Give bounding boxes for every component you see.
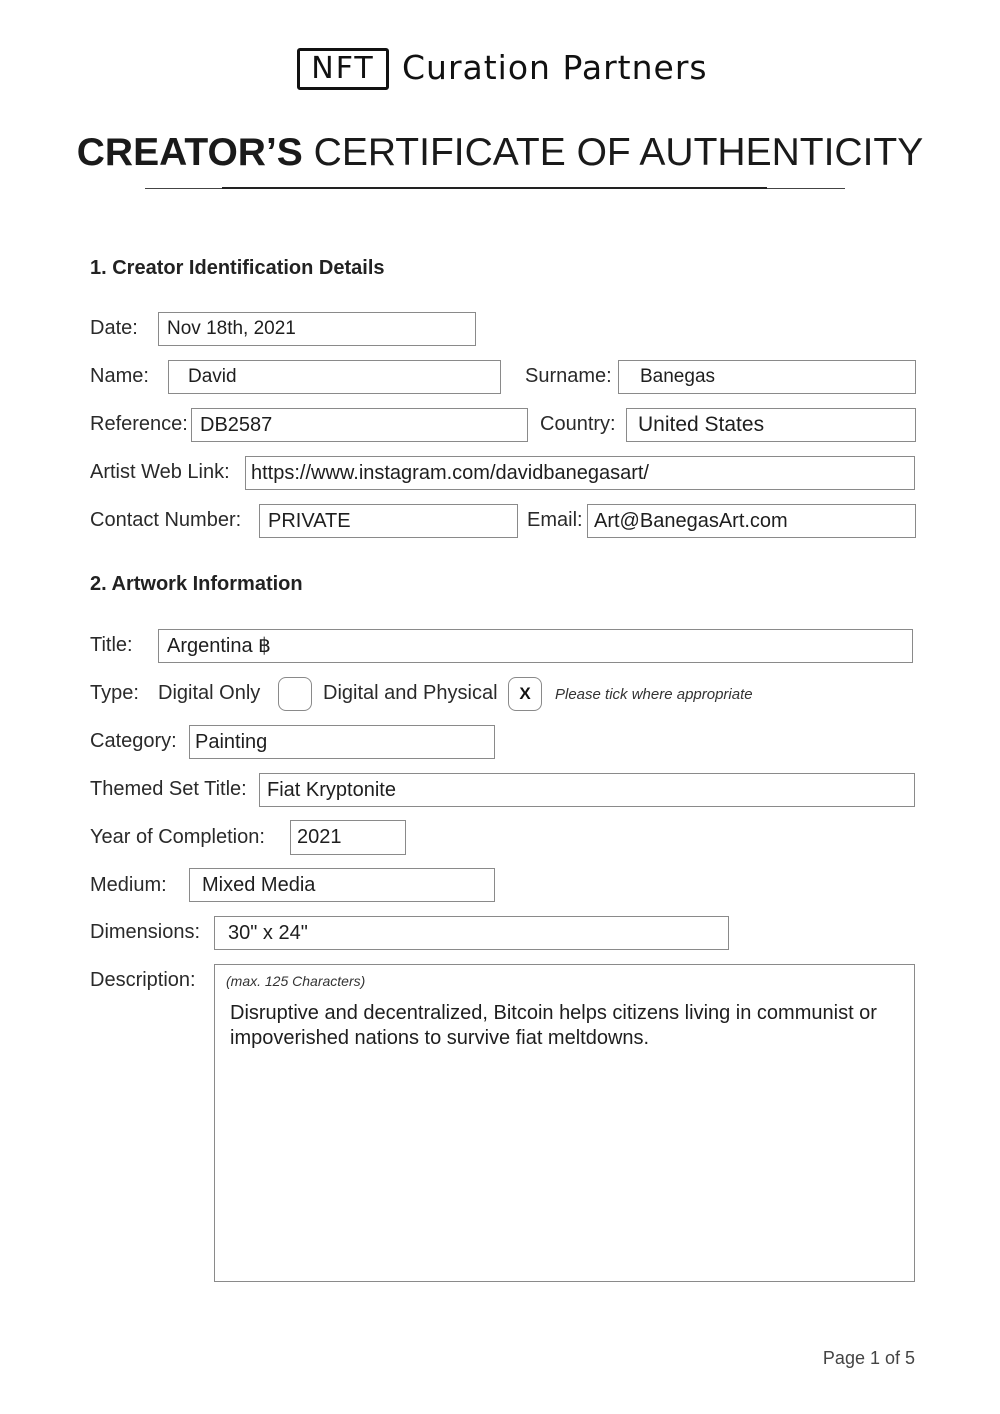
email-field[interactable]: Art@BanegasArt.com — [587, 504, 916, 538]
type-label: Type: — [90, 682, 139, 704]
page-number: Page 1 of 5 — [822, 1348, 915, 1368]
category-field[interactable]: Painting — [189, 725, 495, 759]
section-creator-heading: 1. Creator Identification Details — [90, 257, 385, 279]
surname-label: Surname: — [525, 365, 612, 387]
medium-label: Medium: — [90, 874, 167, 896]
date-label: Date: — [90, 317, 138, 339]
dimensions-field[interactable]: 30" x 24" — [214, 916, 729, 950]
weblink-label: Artist Web Link: — [90, 461, 230, 483]
themed-set-field[interactable]: Fiat Kryptonite — [259, 773, 915, 807]
name-field[interactable]: David — [168, 360, 501, 394]
country-label: Country: — [540, 413, 616, 435]
description-text: Disruptive and decentralized, Bitcoin helps citizens living in communist or impoverished nations to survive fiat meltdowns. — [230, 1002, 877, 1049]
weblink-field[interactable]: https://www.instagram.com/davidbanegasart/ — [245, 456, 915, 490]
email-label: Email: — [527, 509, 583, 531]
title-field[interactable]: Argentina ฿ — [158, 629, 913, 663]
description-label: Description: — [90, 969, 196, 991]
brand-name: Curation Partners — [402, 48, 708, 87]
surname-field[interactable]: Banegas — [618, 360, 916, 394]
digital-only-checkbox[interactable] — [278, 677, 312, 711]
reference-label: Reference: — [90, 413, 188, 435]
reference-field[interactable]: DB2587 — [191, 408, 528, 442]
title-divider-accent — [222, 187, 767, 189]
section-artwork-heading: 2. Artwork Information — [90, 573, 303, 595]
digital-physical-checkbox[interactable]: X — [508, 677, 542, 711]
year-field[interactable]: 2021 — [290, 820, 406, 855]
dimensions-label: Dimensions: — [90, 921, 201, 943]
category-label: Category: — [90, 730, 177, 752]
contact-label: Contact Number: — [90, 509, 242, 531]
year-label: Year of Completion: — [90, 826, 265, 848]
type-digital-physical-label: Digital and Physical — [323, 682, 498, 704]
description-char-limit-note: (max. 125 Characters) — [226, 973, 366, 989]
certificate-title — [0, 128, 1000, 178]
type-hint: Please tick where appropriate — [555, 686, 753, 703]
contact-field[interactable]: PRIVATE — [259, 504, 518, 538]
nft-logo-mark: NFT — [297, 48, 389, 90]
certificate-title-rest: CERTIFICATE OF AUTHENTICITY — [313, 131, 924, 174]
country-field[interactable]: United States — [626, 408, 916, 442]
title-label: Title: — [90, 634, 133, 656]
name-label: Name: — [90, 365, 149, 387]
date-field[interactable]: Nov 18th, 2021 — [158, 312, 476, 346]
themed-set-label: Themed Set Title: — [90, 778, 247, 800]
certificate-title-bold: CREATOR’S — [76, 131, 303, 174]
medium-field[interactable]: Mixed Media — [189, 868, 495, 902]
type-digital-only-label: Digital Only — [158, 682, 261, 704]
